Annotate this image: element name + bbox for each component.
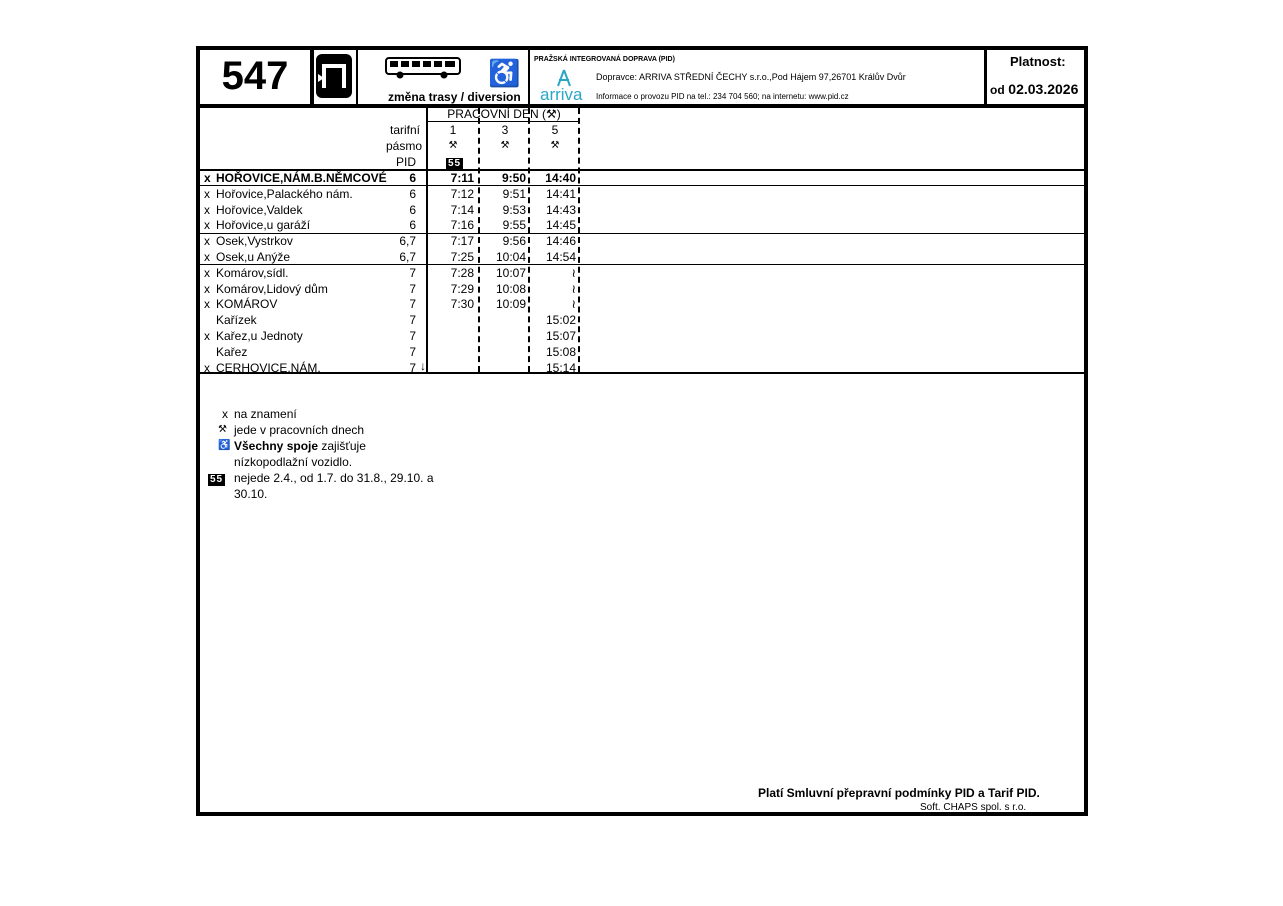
tariff-zone: 6	[409, 203, 416, 217]
tariff-zone: 7	[409, 266, 416, 280]
pid-info: Informace o provozu PID na tel.: 234 704 560; na internetu: www.pid.cz	[596, 92, 849, 101]
tariff-zone: 6,7	[399, 250, 416, 264]
note-badge: 55	[448, 158, 462, 169]
departure-time: 14:41	[545, 187, 576, 201]
stop-name: Hořovice,Valdek	[216, 203, 303, 217]
departure-time: 15:08	[545, 345, 576, 359]
legend-text: na znamení	[234, 407, 297, 421]
validity-label: Platnost:	[1010, 54, 1066, 69]
departure-time: 9:56	[502, 234, 526, 248]
trip-number: 5	[551, 123, 559, 137]
departure-time: 7:14	[450, 203, 474, 217]
departure-time: ≀	[571, 297, 576, 311]
request-stop-mark: x	[204, 250, 210, 264]
validity-date: 02.03.2026	[1008, 81, 1079, 97]
departure-time: 7:11	[450, 171, 474, 185]
departure-time: 10:09	[495, 297, 526, 311]
tariff-zone: 6	[409, 171, 416, 185]
departure-time: 7:29	[450, 282, 474, 296]
departure-time: 15:14	[545, 361, 576, 375]
tariff-zone: 6,7	[399, 234, 416, 248]
workday-icon: ⚒	[218, 424, 227, 435]
departure-time: 7:17	[450, 234, 474, 248]
timetable-frame	[196, 46, 1088, 816]
stop-name: KOMÁROV	[216, 297, 278, 311]
departure-time: 7:12	[450, 187, 474, 201]
request-stop-mark: x	[204, 329, 210, 343]
tariff-zone: 6	[409, 218, 416, 232]
departure-time: 7:30	[450, 297, 474, 311]
stop-name: Kařez,u Jednoty	[216, 329, 303, 343]
tariff-zone: 7	[409, 361, 416, 375]
request-stop-mark: x	[204, 234, 210, 248]
request-stop-mark: x	[204, 218, 210, 232]
bus-icon	[384, 56, 462, 85]
request-stop-mark: x	[204, 282, 210, 296]
arriva-logo-text: arriva	[540, 85, 583, 104]
legend-text: nejede 2.4., od 1.7. do 31.8., 29.10. a	[234, 471, 434, 485]
departure-time: 10:04	[495, 250, 526, 264]
stop-name: Komárov,Lidový dům	[216, 282, 328, 296]
request-stop-mark: x	[204, 266, 210, 280]
legend-text: Všechny spoje zajišťuje	[234, 439, 366, 453]
departure-time: 9:55	[502, 218, 526, 232]
tariff-zone: 7	[409, 313, 416, 327]
departure-time: 15:02	[545, 313, 576, 327]
stop-name: Osek,Vystrkov	[216, 234, 293, 248]
legend-text: 30.10.	[234, 487, 268, 501]
departure-time: 14:45	[545, 218, 576, 232]
direction-arrow-icon: ↓	[420, 359, 426, 373]
tariff-zone: 7	[409, 329, 416, 343]
trip-number: 1	[449, 123, 457, 137]
tariff-zone: 7	[409, 345, 416, 359]
departure-time: 15:07	[545, 329, 576, 343]
departure-time: ≀	[571, 282, 576, 296]
workday-icon: ⚒	[550, 140, 560, 151]
organizer-name: PRAŽSKÁ INTEGROVANÁ DOPRAVA (PID)	[534, 56, 675, 63]
stop-name: Komárov,sídl.	[216, 266, 289, 280]
conditions-note: Platí Smluvní přepravní podmínky PID a Tarif PID.	[758, 786, 1040, 800]
diversion-label: změna trasy / diversion	[388, 90, 521, 104]
request-stop-mark: x	[204, 171, 211, 185]
departure-time: 14:40	[545, 171, 576, 185]
departure-time: 14:43	[545, 203, 576, 217]
stop-name: HOŘOVICE,NÁM.B.NĚMCOVÉ	[216, 171, 387, 185]
departure-time: 14:46	[545, 234, 576, 248]
stop-name: Hořovice,Palackého nám.	[216, 187, 353, 201]
validity-prefix: od	[990, 83, 1005, 97]
tariff-zone: 6	[409, 187, 416, 201]
departure-time: ≀	[571, 266, 576, 280]
stop-name: Kařízek	[216, 313, 257, 327]
departure-time: 14:54	[545, 250, 576, 264]
stop-name: Hořovice,u garáží	[216, 218, 311, 232]
zone-label: pásmo	[385, 139, 422, 153]
request-stop-mark: x	[204, 361, 210, 375]
request-stop-mark: x	[204, 187, 210, 201]
pid-logo-icon	[316, 54, 352, 98]
request-stop-mark: x	[204, 297, 210, 311]
tariff-zone: 7	[409, 282, 416, 296]
wheelchair-icon: ♿	[488, 58, 521, 88]
note-badge: 55	[210, 474, 224, 485]
legend-text: jede v pracovních dnech	[234, 423, 365, 437]
zone-label: tarifní	[389, 123, 420, 137]
carrier-info: Dopravce: ARRIVA STŘEDNÍ ČECHY s.r.o.,Pod Hájem 97,26701 Králův Dvůr	[596, 72, 906, 82]
workday-icon: ⚒	[448, 140, 458, 151]
zone-label: PID	[395, 155, 416, 169]
wheelchair-icon: ♿	[218, 440, 231, 451]
stop-name: Osek,u Anýže	[216, 250, 291, 264]
legend-symbol: x	[222, 407, 228, 421]
departure-time: 7:16	[450, 218, 474, 232]
validity-date-line	[990, 81, 1078, 97]
day-header: PRACOVNÍ DEN (⚒)	[447, 107, 561, 121]
departure-time: 9:53	[502, 203, 526, 217]
departure-time: 10:07	[495, 266, 526, 280]
request-stop-mark: x	[204, 203, 210, 217]
workday-icon: ⚒	[500, 140, 510, 151]
tariff-zone: 7	[409, 297, 416, 311]
departure-time: 7:28	[450, 266, 474, 280]
software-credit: Soft. CHAPS spol. s r.o.	[920, 802, 1027, 813]
line-number: 547	[221, 54, 289, 98]
departure-time: 7:25	[450, 250, 474, 264]
stop-name: CERHOVICE,NÁM.	[216, 361, 321, 375]
legend-text: nízkopodlažní vozidlo.	[234, 455, 353, 469]
stop-name: Kařez	[216, 345, 248, 359]
trip-number: 3	[501, 123, 509, 137]
departure-time: 10:08	[495, 282, 526, 296]
departure-time: 9:50	[501, 171, 526, 185]
departure-time: 9:51	[502, 187, 526, 201]
